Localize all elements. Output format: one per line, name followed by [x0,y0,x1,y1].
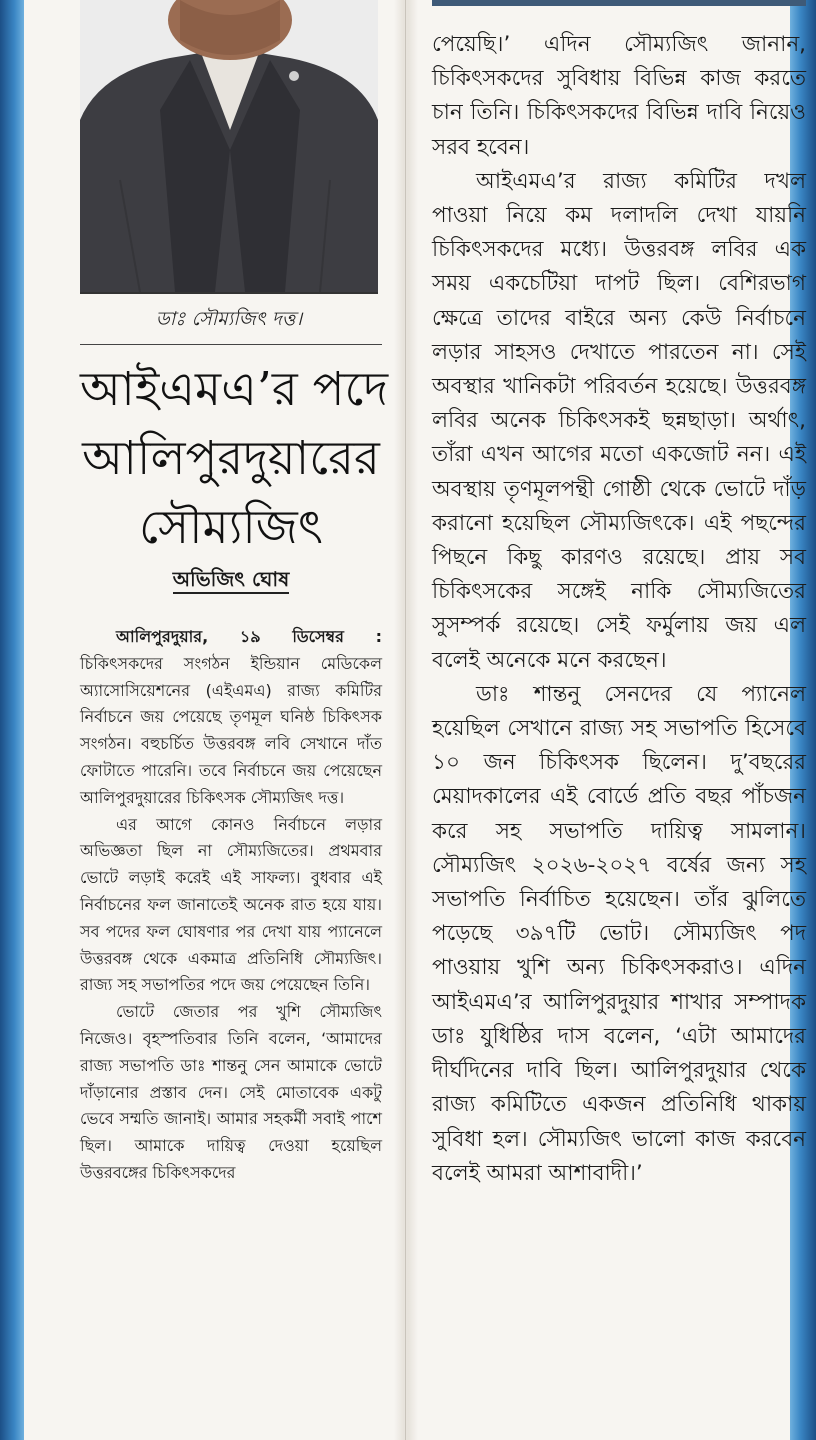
headline-line-2: আলিপুরদুয়ারের [82,431,380,486]
paragraph: আইএমএ’র রাজ্য কমিটির দখল পাওয়া নিয়ে কম দলাদলি দেখা যায়নি চিকিৎসকদের মধ্যে। উত্তরবঙ্গ লবির এক সময় একচেটিয়া দাপট ছিল। বেশিরভাগ ক্ষেত্রে তাদের বাইরে অন্য কেউ নির্বাচনে লড়ার সাহসও দেখাতে পারতেন না। সেই অবস্থার খানিকটা পরিবর্তন হয়েছে। উত্তরবঙ্গ লবির অনেক চিকিৎসকই ছন্নছাড়া। অর্থাৎ, তাঁরা এখন আগের মতো একজোট নন। এই অবস্থায় তৃণমূলপন্থী গোষ্ঠী থেকে ভোটে দাঁড় করানো হয়েছিল সৌম্যজিৎকে। এই পছন্দের পিছনে কিছু কারণও রয়েছে। প্রায় সব চিকিৎসকের সঙ্গেই নাকি সৌম্যজিতের সুসম্পর্ক রয়েছে। সেই ফর্মুলায় জয় এল বলেই অনেকে মনে করছেন। [432,168,806,673]
article-headline [80,355,389,562]
paragraph: পেয়েছি।’ এদিন সৌম্যজিৎ জানান, চিকিৎসকদের সুবিধায় বিভিন্ন কাজ করতে চান তিনি। চিকিৎসকদের বিভিন্ন দাবি নিয়েও সরব হবেন। [432,32,806,160]
paragraph: এর আগে কোনও নির্বাচনে লড়ার অভিজ্ঞতা ছিল না সৌম্যজিতের। প্রথমবার ভোটে লড়াই করেই এই সাফল্য। বুধবার এই নির্বাচনের ফল জানাতেই অনেক রাত হয়ে যায়। সব পদের ফল ঘোষণার পর দেখা যায় প্যানেলে উত্তরবঙ্গ থেকে একমাত্র প্রতিনিধি সৌম্যজিৎ। রাজ্য সহ সভাপতির পদে জয় পেয়েছেন তিনি। [80,814,382,995]
headline-line-3: সৌম্যজিৎ [139,500,323,555]
right-column [420,0,812,1440]
paragraph: ভোটে জেতার পর খুশি সৌম্যজিৎ নিজেও। বৃহস্পতিবার তিনি বলেন, ‘আমাদের রাজ্য সভাপতি ডাঃ শান্তনু সেন আমাকে ভোটে দাঁড়ানোর প্রস্তাব দেন। সেই মোতাবেক একটু ভেবে সম্মতি জানাই। আমার সহকর্মী সবাই পাশে ছিল। আমাকে দায়িত্ব দেওয়া হয়েছিল উত্তরবঙ্গের চিকিৎসকদের [80,1002,382,1182]
headline-line-1: আইএমএ’র পদে [80,362,389,417]
paragraph-text: চিকিৎসকদের সংগঠন ইন্ডিয়ান মেডিকেল অ্যাসোসিয়েশনের (এইএমএ) রাজ্য কমিটির নির্বাচনে জয় পেয়েছে তৃণমূল ঘনিষ্ঠ চিকিৎসক সংগঠন। বহুচর্চিত উত্তরবঙ্গ লবি সেখানে দাঁত ফোটাতে পারেনি। তবে নির্বাচনে জয় পেয়েছেন আলিপুরদুয়ারের চিকিৎসক সৌম্যজিৎ দত্ত। [80,653,382,807]
author-name: অভিজিৎ ঘোষ [173,567,290,594]
portrait-illustration [80,0,378,292]
right-body-text [432,28,806,1191]
dateline: আলিপুরদুয়ার, ১৯ ডিসেম্বর : [116,627,382,646]
portrait-photo [80,0,378,294]
photo-caption: ডাঃ সৌম্যজিৎ দত্ত। [155,308,303,330]
left-body-text [80,624,382,1187]
column-divider [394,0,418,1440]
left-column [52,0,394,1440]
paragraph: ডাঃ শান্তনু সেনদের যে প্যানেল হয়েছিল সেখানে রাজ্য সহ সভাপতি হিসেবে ১০ জন চিকিৎসক ছিলেন। দু’বছরের মেয়াদকালের এই বোর্ডে প্রতি বছর পাঁচজন করে সহ সভাপতি দায়িত্ব সামলান। সৌম্যজিৎ ২০২৬-২০২৭ বর্ষের জন্য সহ সভাপতি নির্বাচিত হয়েছেন। তাঁর ঝুলিতে পড়েছে ৩৯৭টি ভোট। সৌম্যজিৎ পদ পাওয়ায় খুশি অন্য চিকিৎসকরাও। এদিন আইএমএ’র আলিপুরদুয়ার শাখার সম্পাদক ডাঃ যুধিষ্ঠির দাস বলেন, ‘এটা আমাদের দীর্ঘদিনের দাবি ছিল। আলিপুরদুয়ার থেকে রাজ্য কমিটিতে একজন প্রতিনিধি থাকায় সুবিধা হল। সৌম্যজিৎ ভালো কাজ করবেন বলেই আমরা আশাবাদী।’ [432,681,806,1186]
newspaper-clipping [24,0,806,1440]
column-top-bar [432,0,806,6]
byline [80,565,382,598]
paragraph [80,624,382,812]
section-rule [80,344,382,345]
page-frame-left [0,0,24,1440]
